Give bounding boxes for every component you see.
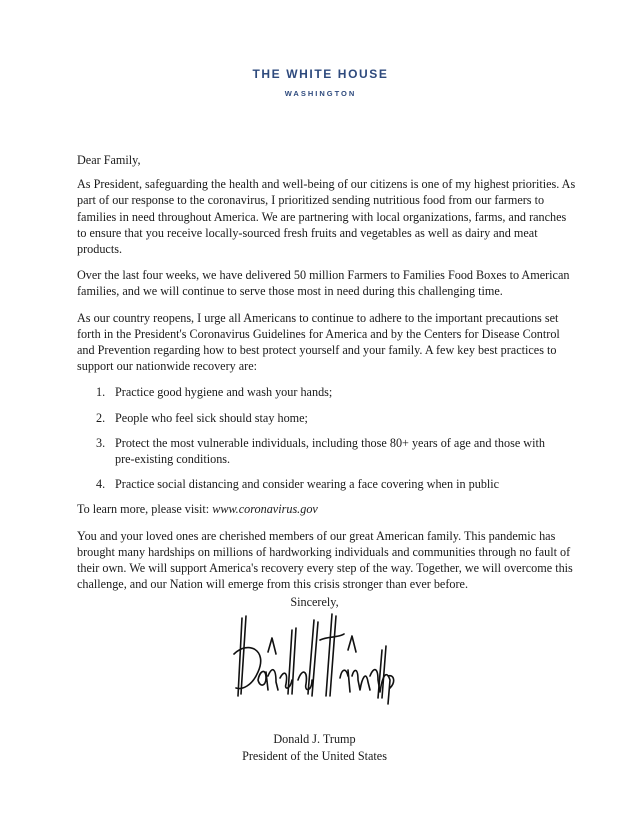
learn-more-line bbox=[77, 501, 577, 517]
signature-image bbox=[228, 610, 398, 706]
practices-list bbox=[77, 384, 577, 492]
learn-more-prefix: To learn more, please visit: bbox=[77, 502, 213, 517]
practice-number: 2. bbox=[96, 410, 106, 425]
practice-text: Practice good hygiene and wash your hands; bbox=[115, 385, 333, 400]
practice-number: 4. bbox=[96, 477, 106, 492]
letterhead bbox=[0, 66, 629, 99]
letter-body bbox=[77, 152, 577, 602]
letterhead-subtitle: WASHINGTON bbox=[284, 89, 357, 98]
paragraph-2: Over the last four weeks, we have delivered 50 million Farmers to Families Food Boxes to American families, and we will continue to serve those most in need during this challenging time. bbox=[77, 268, 570, 299]
signer-block bbox=[0, 731, 629, 765]
signer-title: President of the United States bbox=[242, 749, 387, 763]
closing-paragraph: You and your loved ones are cherished members of our great American family. This pandemic has brought many hardships on millions of hardworking individuals and communities through no fault of their own. We will support America's recovery every step of the way. Together, we will overcome this challenge, and our Nation will emerge from this crisis stronger than ever before. bbox=[77, 528, 573, 592]
practice-number: 3. bbox=[96, 435, 106, 450]
practice-text: People who feel sick should stay home; bbox=[115, 410, 308, 425]
paragraph-1: As President, safeguarding the health and well-being of our citizens is one of my highest priorities. As part of our response to the coronavirus, I prioritized sending nutritious food from our farmers to families in need throughout America. We are partnering with local organizations, farms, and ranches to ensure that you receive locally-sourced fresh fruits and vegetables as well as dairy and meat products. bbox=[77, 177, 576, 257]
closing-block bbox=[0, 594, 629, 610]
practice-number: 1. bbox=[96, 385, 106, 400]
practice-item bbox=[77, 410, 577, 426]
practice-text: Practice social distancing and consider wearing a face covering when in public bbox=[115, 477, 500, 492]
coronavirus-gov-link[interactable]: www.coronavirus.gov bbox=[212, 502, 318, 517]
practice-text: Protect the most vulnerable individuals, including those 80+ years of age and those with pre-existing conditions. bbox=[115, 435, 545, 467]
signer-name: Donald J. Trump bbox=[273, 732, 356, 746]
paragraph-3: As our country reopens, I urge all Americans to continue to adhere to the important precautions set forth in the President's Coronavirus Guidelines for America and by the Centers for Disease Control and Prevention regarding how to best protect yourself and your family. A few key best practices to support our nationwide recovery are: bbox=[77, 310, 560, 374]
practice-item bbox=[77, 435, 577, 467]
letterhead-title: THE WHITE HOUSE bbox=[252, 67, 389, 81]
closing-salutation: Sincerely, bbox=[290, 595, 339, 609]
practice-item bbox=[77, 476, 577, 492]
salutation: Dear Family, bbox=[77, 153, 141, 167]
practice-item bbox=[77, 384, 577, 400]
